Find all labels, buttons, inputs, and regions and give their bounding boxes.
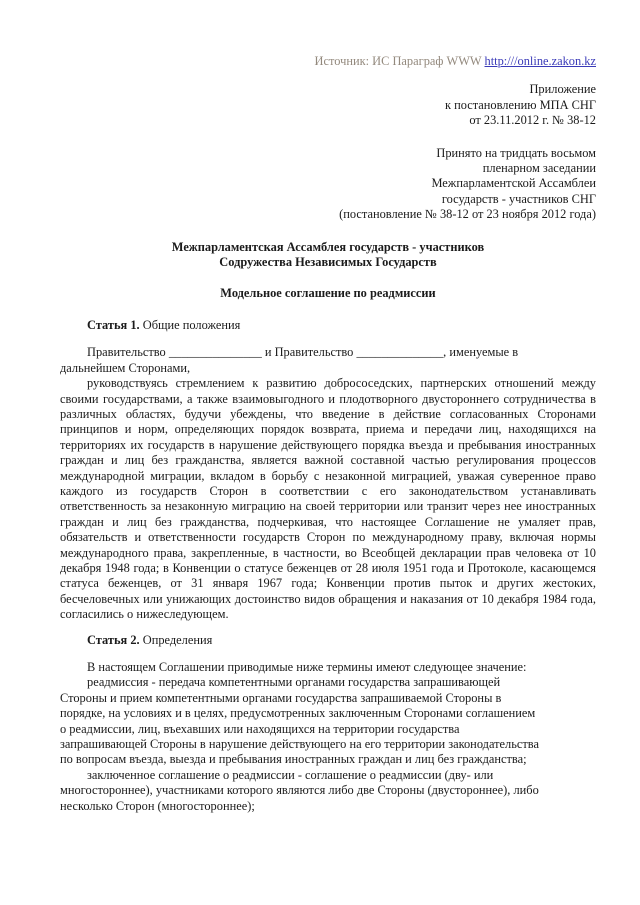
source-link[interactable]: http:///online.zakon.kz: [484, 54, 596, 68]
annex-line: от 23.11.2012 г. № 38-12: [469, 113, 596, 128]
parties-paragraph: [60, 345, 596, 376]
adoption-note: [60, 146, 596, 223]
article-1-heading: [60, 318, 596, 333]
definition-readmission: [60, 675, 596, 767]
article-2-heading: [60, 633, 596, 648]
adoption-line: пленарном заседании: [482, 161, 596, 176]
parties-line: дальнейшем Сторонами,: [60, 360, 191, 375]
definition-line: запрашивающей Стороны в нарушение действующего на его территории законодательства: [60, 737, 539, 752]
article-2-number: Статья 2.: [87, 632, 140, 647]
definition-concluded-agreement: [60, 768, 596, 814]
definition-line: Стороны и прием компетентными органами государства запрашиваемой Стороны в: [60, 690, 502, 705]
definition-line: о реадмиссии, лиц, въехавших или находящихся на территории государства: [60, 721, 460, 736]
document-title-line: Межпарламентская Ассамблея государств - участников: [171, 239, 485, 254]
source-prefix: Источник: ИС Параграф WWW: [314, 54, 482, 68]
adoption-line: Принято на тридцать восьмом: [436, 145, 596, 160]
document-title-line: Содружества Независимых Государств: [219, 255, 437, 270]
definition-line: порядке, на условиях и в целях, предусмотренных заключенным Сторонами соглашением: [60, 706, 536, 721]
adoption-line: (постановление № 38-12 от 23 ноября 2012 года): [339, 207, 596, 222]
definition-line: несколько Сторон (многостороннее);: [60, 798, 255, 813]
adoption-line: Межпарламентской Ассамблеи: [431, 176, 596, 191]
definition-line: заключенное соглашение о реадмиссии - соглашение о реадмиссии (дву- или: [87, 767, 494, 782]
definitions-intro: [60, 660, 596, 675]
annex-line: к постановлению МПА СНГ: [444, 97, 596, 112]
article-1-number: Статья 1.: [87, 317, 140, 332]
article-1-title: Общие положения: [142, 317, 241, 332]
parties-line: Правительство _______________ и Правительство ______________, именуемые в: [87, 345, 519, 360]
definitions-intro-line: В настоящем Соглашении приводимые ниже термины имеют следующее значение:: [87, 660, 527, 674]
definition-line: по вопросам въезда, выезда и пребывания иностранных граждан и лиц без гражданства;: [60, 752, 527, 767]
document-title: [60, 240, 596, 271]
annex-reference: [60, 82, 596, 128]
definition-line: реадмиссия - передача компетентными органами государства запрашивающей: [87, 675, 501, 690]
article-2-title: Определения: [142, 632, 213, 647]
document-subtitle: Модельное соглашение по реадмиссии: [220, 286, 436, 301]
annex-line: Приложение: [529, 82, 596, 97]
definition-line: многостороннее), участниками которого являются либо две Стороны (двустороннее), либо: [60, 783, 539, 798]
adoption-line: государств - участников СНГ: [441, 191, 596, 206]
preamble-paragraph: руководствуясь стремлением к развитию добрососедских, партнерских отношений между своими государствами, а также взаимовыгодного и плодотворного двустороннего сотрудничества в различных областях, будучи убеждены, что введение в действие согласованных Сторонами принципов и норм, определяющих порядок возврата, приема и передачи лиц, находящихся на территориях их государств в нарушение действующего порядка въезда и пребывания иностранных граждан и лиц без гражданства, является важной составной частью регулирования процессов международной миграции, вкладом в борьбу с незаконной миграцией, уважая суверенное право каждого из государств Сторон в соответствии с его законодательством устанавливать ответственность за незаконную миграцию на своей территории или транзит через нее иностранных граждан и лиц без гражданства, подчеркивая, что настоящее Соглашение не умаляет прав, обязательств и ответственности государств Сторон по международному праву, включая нормы международного права, закрепленные, в частности, во Всеобщей декларации прав человека от 10 декабря 1948 года; в Конвенции о статусе беженцев от 28 июля 1951 года и Протоколе, касающемся статуса беженцев, от 31 января 1967 года; Конвенции против пыток и других жестоких, бесчеловечных или унижающих достоинство видов обращения и наказания от 10 декабря 1984 года, согласились о нижеследующем.: [60, 376, 596, 622]
source-line: [60, 54, 596, 69]
